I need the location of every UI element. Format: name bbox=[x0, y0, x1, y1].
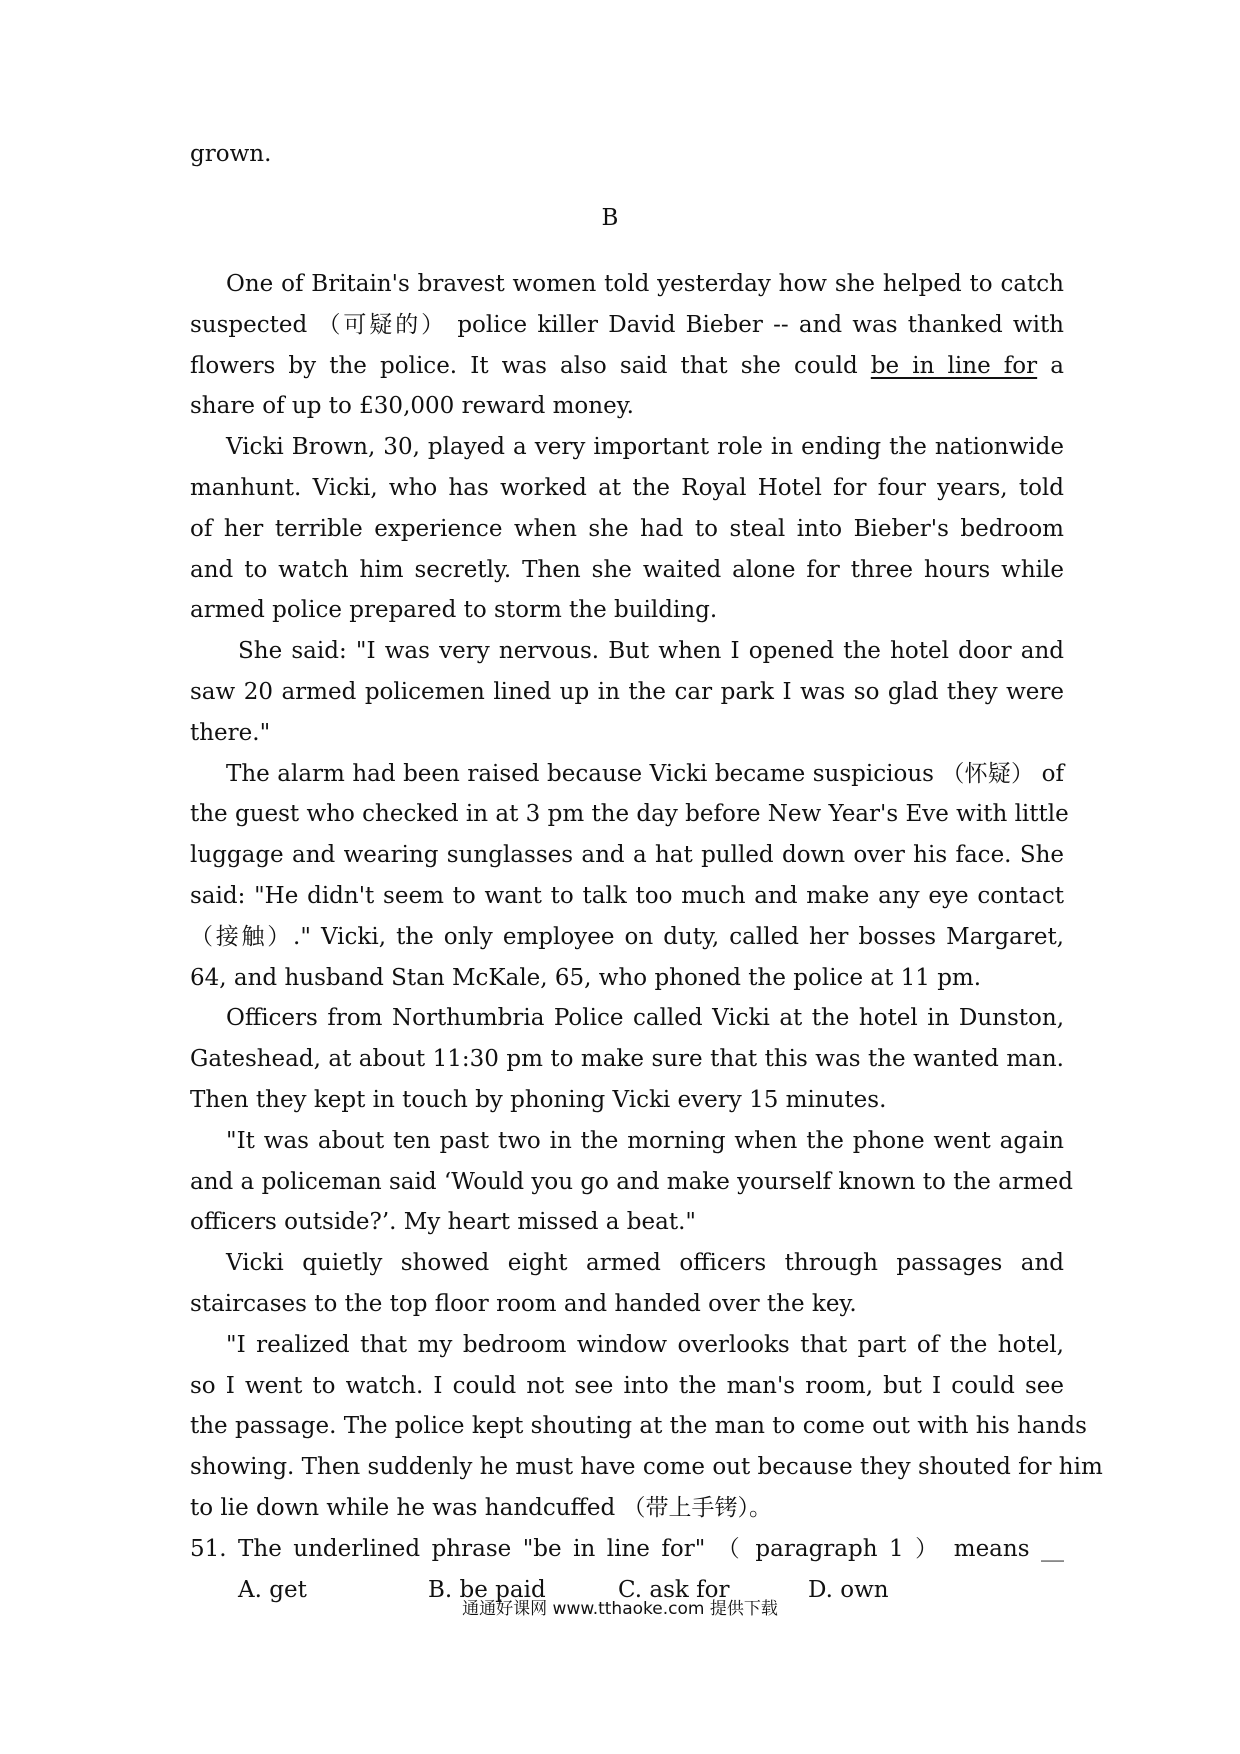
text-line: Officers from Northumbria Police called Vicki at the hotel in Dunston, bbox=[226, 1005, 1064, 1032]
text-line: armed police prepared to storm the building. bbox=[190, 597, 718, 624]
option-b[interactable]: B. be paid bbox=[428, 1576, 546, 1603]
text-line: She said: "I was very nervous. But when I opened the hotel door and bbox=[238, 638, 1064, 665]
text-fragment: a bbox=[1050, 352, 1064, 379]
text-line: showing. Then suddenly he must have come out because they shouted for him bbox=[190, 1454, 1103, 1481]
text-line: and a policeman said ‘Would you go and make yourself known to the armed bbox=[190, 1168, 1074, 1195]
underlined-phrase: be in line for bbox=[870, 352, 1038, 379]
text-line: officers outside?’. My heart missed a beat." bbox=[190, 1209, 696, 1236]
text-line: so I went to watch. I could not see into the man's room, but I could see bbox=[190, 1372, 1064, 1399]
question-stem: 51. The underlined phrase "be in line for" （ paragraph 1 ） means __ bbox=[190, 1535, 1064, 1562]
text-line: Vicki Brown, 30, played a very important role in ending the nationwide bbox=[226, 434, 1064, 461]
text-line: Then they kept in touch by phoning Vicki every 15 minutes. bbox=[190, 1086, 887, 1113]
passage-body bbox=[190, 264, 1103, 1610]
text-line: said: "He didn't seem to want to talk too much and make any eye contact bbox=[190, 882, 1064, 909]
text-line: 64, and husband Stan McKale, 65, who phoned the police at 11 pm. bbox=[190, 964, 982, 991]
text-fragment: flowers by the police. It was also said that she could bbox=[190, 352, 858, 379]
text-line bbox=[190, 346, 1064, 387]
text-line: manhunt. Vicki, who has worked at the Royal Hotel for four years, told bbox=[190, 474, 1064, 501]
text-line: the guest who checked in at 3 pm the day before New Year's Eve with little bbox=[190, 801, 1069, 828]
text-line: share of up to £30,000 reward money. bbox=[190, 393, 634, 420]
section-heading: B bbox=[601, 205, 619, 231]
text-line: staircases to the top floor room and handed over the key. bbox=[190, 1290, 857, 1317]
text-line: luggage and wearing sunglasses and a hat pulled down over his face. She bbox=[190, 842, 1064, 869]
text-line: there." bbox=[190, 719, 271, 746]
text-line: Vicki quietly showed eight armed officers through passages and bbox=[226, 1250, 1064, 1277]
text-line: The alarm had been raised because Vicki became suspicious （怀疑） of bbox=[226, 760, 1064, 787]
option-d[interactable]: D. own bbox=[808, 1576, 889, 1603]
previous-passage-fragment bbox=[190, 134, 1064, 175]
text-line: saw 20 armed policemen lined up in the car park I was so glad they were bbox=[190, 678, 1064, 705]
text-line: grown. bbox=[190, 141, 272, 167]
text-line: "It was about ten past two in the morning when the phone went again bbox=[226, 1127, 1064, 1154]
text-line: suspected （可疑的） police killer David Bieber -- and was thanked with bbox=[190, 311, 1064, 338]
page-footer: 通通好课网 www.tthaoke.com 提供下载 bbox=[462, 1599, 778, 1619]
option-a[interactable]: A. get bbox=[238, 1576, 307, 1603]
text-line: to lie down while he was handcuffed （带上手铐）。 bbox=[190, 1494, 773, 1521]
text-line: and to watch him secretly. Then she waited alone for three hours while bbox=[190, 556, 1064, 583]
text-line: "I realized that my bedroom window overlooks that part of the hotel, bbox=[226, 1331, 1064, 1358]
option-c[interactable]: C. ask for bbox=[618, 1576, 730, 1603]
text-line: （接触）." Vicki, the only employee on duty, called her bosses Margaret, bbox=[190, 923, 1064, 950]
text-line: One of Britain's bravest women told yesterday how she helped to catch bbox=[226, 271, 1064, 297]
text-line: Gateshead, at about 11:30 pm to make sure that this was the wanted man. bbox=[190, 1046, 1064, 1073]
text-line: of her terrible experience when she had to steal into Bieber's bedroom bbox=[190, 515, 1064, 542]
text-line: the passage. The police kept shouting at the man to come out with his hands bbox=[190, 1413, 1087, 1440]
